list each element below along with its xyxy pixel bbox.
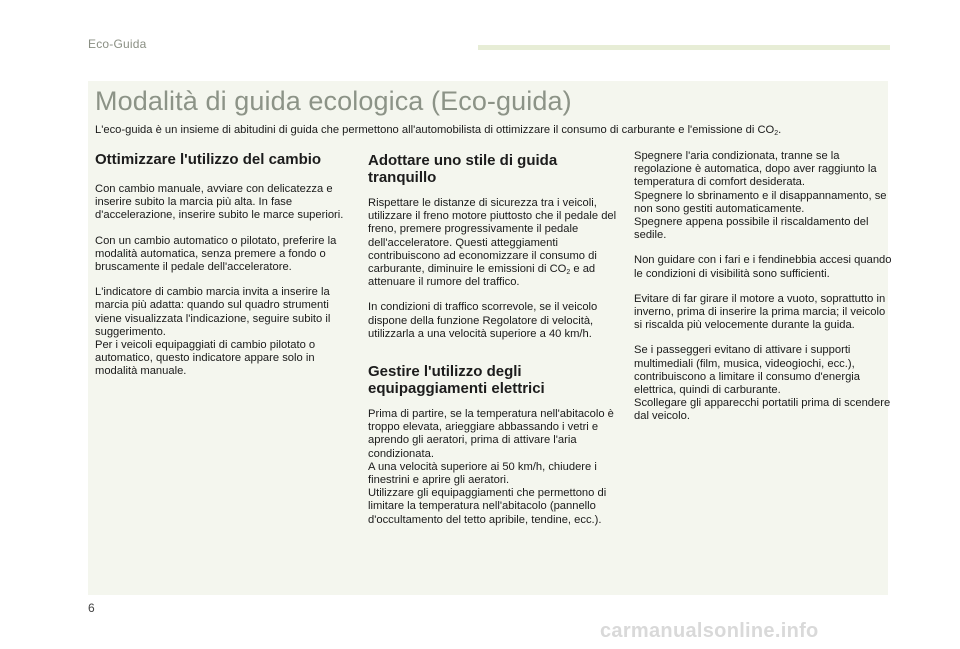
page-number: 6	[88, 601, 95, 615]
intro-text-end: .	[778, 124, 782, 136]
ventilation-text-2: A una velocità superiore ai 50 km/h, chiudere i finestrini e aprire gli aeratori.	[368, 460, 597, 487]
heading-driving-style: Adottare uno stile di guida tranquillo	[368, 152, 558, 186]
ventilation-text-3: Utilizzare gli equipaggiamenti che permettono di limitare la temperatura nell'abitacolo (pannello d'occultamento del tetto apribile, tendine, ecc.).	[368, 487, 607, 526]
gear-indicator-note: Per i veicoli equipaggiati di cambio pilotato o automatico, questo indicatore appare solo in modalità manuale.	[95, 339, 316, 378]
section-label: Eco-Guida	[88, 37, 147, 51]
paragraph-ventilation	[368, 408, 618, 527]
intro-text	[95, 123, 781, 137]
heading-electrical-equipment: Gestire l'utilizzo degli equipaggiamenti elettrici	[368, 363, 545, 398]
paragraph-multimedia	[634, 344, 892, 423]
column-gearbox	[95, 150, 350, 391]
watermark: carmanualsonline.info	[600, 620, 819, 642]
intro-subscript: 2	[774, 130, 779, 137]
column-driving-style	[368, 150, 618, 539]
paragraph-cruise-control: In condizioni di traffico scorrevole, se il veicolo dispone della funzione Regolatore di velocità, utilizzarla a una velocità superiore a 40 km/h.	[368, 301, 598, 340]
paragraph-safe-distance	[368, 197, 618, 289]
paragraph-air-conditioning	[634, 150, 892, 242]
multimedia-text-2: Scollegare gli apparecchi portatili prima di scendere dal veicolo.	[634, 397, 891, 423]
multimedia-text-1: Se i passeggeri evitano di attivare i supporti multimediali (film, musica, videogiochi, ecc.), contribuiscono a limitare il consumo d'energia elettrica, quindi di carburante.	[634, 344, 861, 397]
air-conditioning-text-3: Spegnere appena possibile il riscaldamento del sedile.	[634, 216, 869, 242]
safe-distance-text-end: e ad attenuare il rumore del traffico.	[368, 263, 596, 289]
paragraph-idle-engine: Evitare di far girare il motore a vuoto, soprattutto in inverno, prima di inserire la prima marcia; il veicolo si riscalda più velocemente durante la guida.	[634, 292, 886, 332]
column-electrical-tips	[634, 150, 892, 436]
heading-gearbox: Ottimizzare l'utilizzo del cambio	[95, 151, 322, 168]
gear-indicator-text: L'indicatore di cambio marcia invita a inserire la marcia più adatta: quando sul quadro strumenti viene visualizzata l'indicazione, seguire subito il suggerimento.	[95, 286, 331, 338]
co2-subscript: 2	[566, 269, 571, 277]
page-title: Modalità di guida ecologica (Eco-guida)	[95, 86, 572, 116]
paragraph-gear-indicator	[95, 286, 350, 378]
ventilation-text-1: Prima di partire, se la temperatura nell'abitacolo è troppo elevata, arieggiare abbassando i vetri e aprendo gli aeratori, prima di attivare l'aria condizionata.	[368, 408, 614, 460]
air-conditioning-text-2: Spegnere lo sbrinamento e il disappannamento, se non sono gestiti automaticamente.	[634, 189, 887, 215]
safe-distance-text: Rispettare le distanze di sicurezza tra i veicoli, utilizzare il freno motore piuttosto che il pedale del freno, premere progressivamente il pedale dell'acceleratore. Questi atteggiamenti contribuiscono ad economizzare il consumo di carburante, diminuire le emissioni di CO	[368, 197, 617, 276]
paragraph-manual-gearbox: Con cambio manuale, avviare con delicatezza e inserire subito la marcia più alta. In fase d'accelerazione, inserire subito le marce superiori.	[95, 183, 344, 222]
air-conditioning-text-1: Spegnere l'aria condizionata, tranne se la regolazione è automatica, dopo aver raggiunto la temperatura di comfort desiderata.	[634, 150, 877, 189]
paragraph-lights: Non guidare con i fari e i fendinebbia accesi quando le condizioni di visibilità sono sufficienti.	[634, 254, 892, 280]
header-rule	[478, 45, 890, 50]
paragraph-automatic-gearbox: Con un cambio automatico o pilotato, preferire la modalità automatica, senza premere a fondo o bruscamente il pedale dell'acceleratore.	[95, 234, 337, 274]
intro-text-main: L'eco-guida è un insieme di abitudini di guida che permettono all'automobilista di ottimizzare il consumo di carburante e l'emissione di CO	[95, 124, 775, 136]
